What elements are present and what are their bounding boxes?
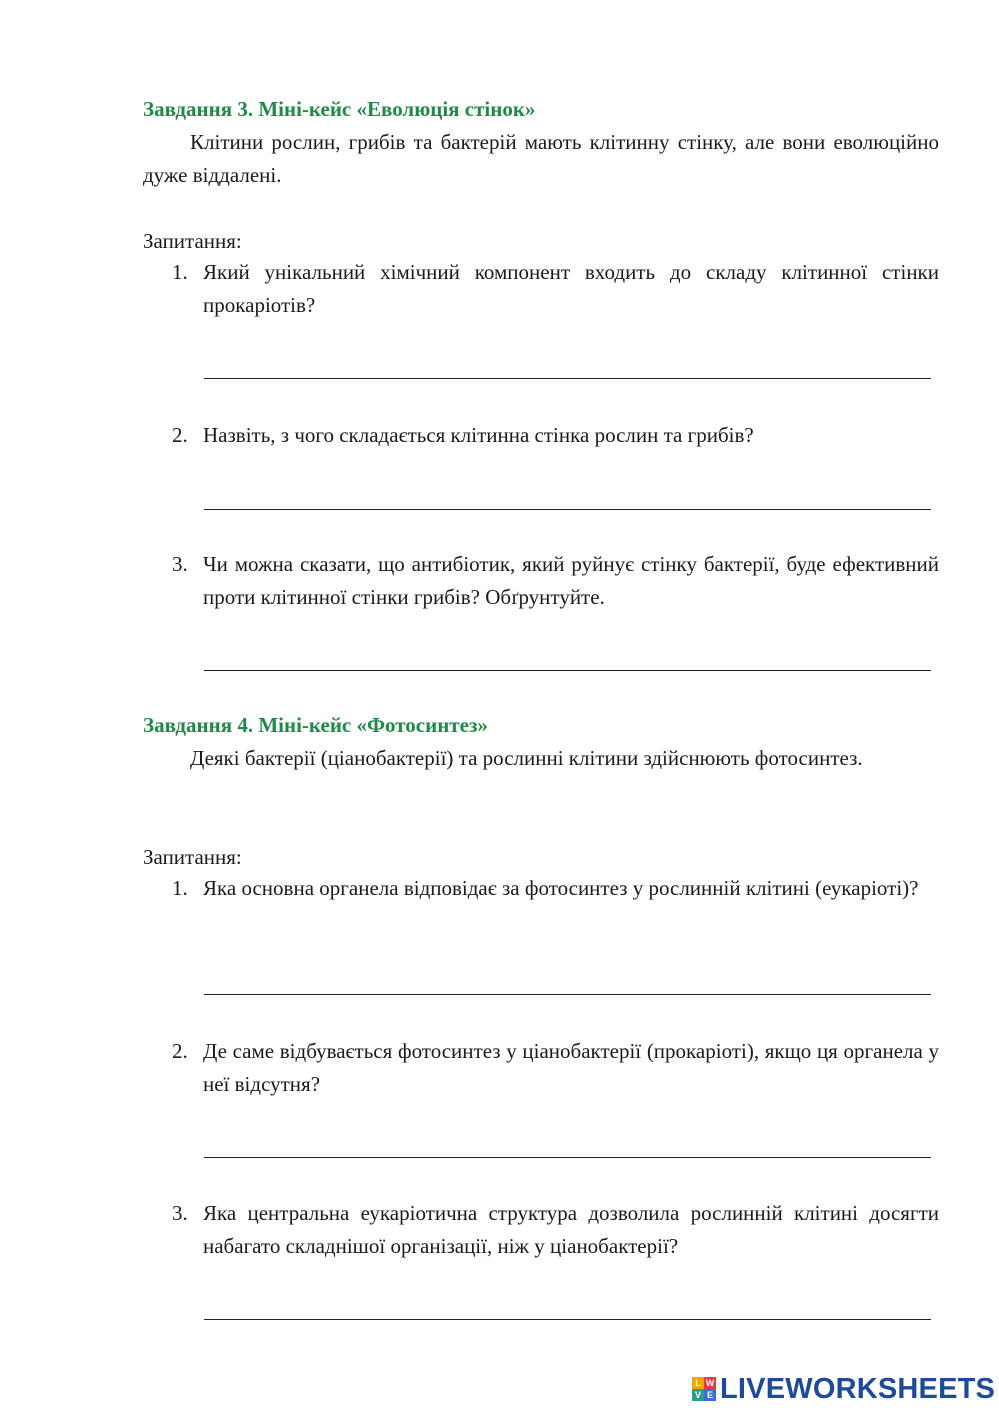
question-text: Яка основна органела відповідає за фотосинтез у рослинній клітині (еукаріоті)?	[203, 876, 919, 900]
logo-blocks-icon	[692, 1377, 716, 1401]
logo-block: L	[692, 1377, 704, 1389]
task3-question-3	[172, 548, 939, 614]
question-number: 2.	[172, 423, 188, 447]
question-text: Яка центральна еукаріотична структура дозволила рослинній клітині досягти набагато складнішої організації, ніж у ціанобактерії?	[203, 1201, 939, 1258]
task3-questions-label: Запитання:	[143, 229, 242, 253]
question-text: Який унікальний хімічний компонент входить до складу клітинної стінки прокаріотів?	[203, 260, 939, 317]
task4-answer-2[interactable]	[204, 1157, 931, 1158]
liveworksheets-logo	[692, 1374, 995, 1404]
task3-title: Завдання 3. Міні-кейс «Еволюція стінок»	[143, 97, 536, 121]
question-number: 1.	[172, 260, 188, 284]
task3-answer-1[interactable]	[204, 378, 931, 379]
task3-intro: Клітини рослин, грибів та бактерій мають клітинну стінку, але вони еволюційно дуже віддалені.	[143, 130, 939, 187]
logo-block: V	[692, 1389, 704, 1401]
question-number: 2.	[172, 1039, 188, 1063]
task4-intro: Деякі бактерії (ціанобактерії) та рослинні клітини здійснюють фотосинтез.	[190, 746, 863, 770]
task4-question-2	[172, 1035, 939, 1101]
question-number: 3.	[172, 1201, 188, 1225]
question-text: Чи можна сказати, що антибіотик, який руйнує стінку бактерії, буде ефективний проти клітинної стінки грибів? Обґрунтуйте.	[203, 552, 939, 609]
task4-answer-3[interactable]	[204, 1319, 931, 1320]
task4-question-3	[172, 1197, 939, 1263]
question-number: 3.	[172, 552, 188, 576]
task3-question-1	[172, 256, 939, 322]
task4-answer-1[interactable]	[204, 994, 931, 995]
task4-title: Завдання 4. Міні-кейс «Фотосинтез»	[143, 713, 488, 737]
task4-question-1	[172, 872, 939, 905]
logo-block: W	[705, 1378, 715, 1388]
question-number: 1.	[172, 876, 188, 900]
question-text: Назвіть, з чого складається клітинна стінка рослин та грибів?	[203, 423, 754, 447]
question-text: Де саме відбувається фотосинтез у ціанобактерії (прокаріоті), якщо ця органела у неї відсутня?	[203, 1039, 939, 1096]
task4-questions-label: Запитання:	[143, 845, 242, 869]
logo-block: E	[704, 1389, 716, 1401]
task3-question-2	[172, 419, 939, 452]
task3-answer-3[interactable]	[204, 670, 931, 671]
logo-text: LIVEWORKSHEETS	[720, 1372, 996, 1405]
task3-answer-2[interactable]	[204, 509, 931, 510]
